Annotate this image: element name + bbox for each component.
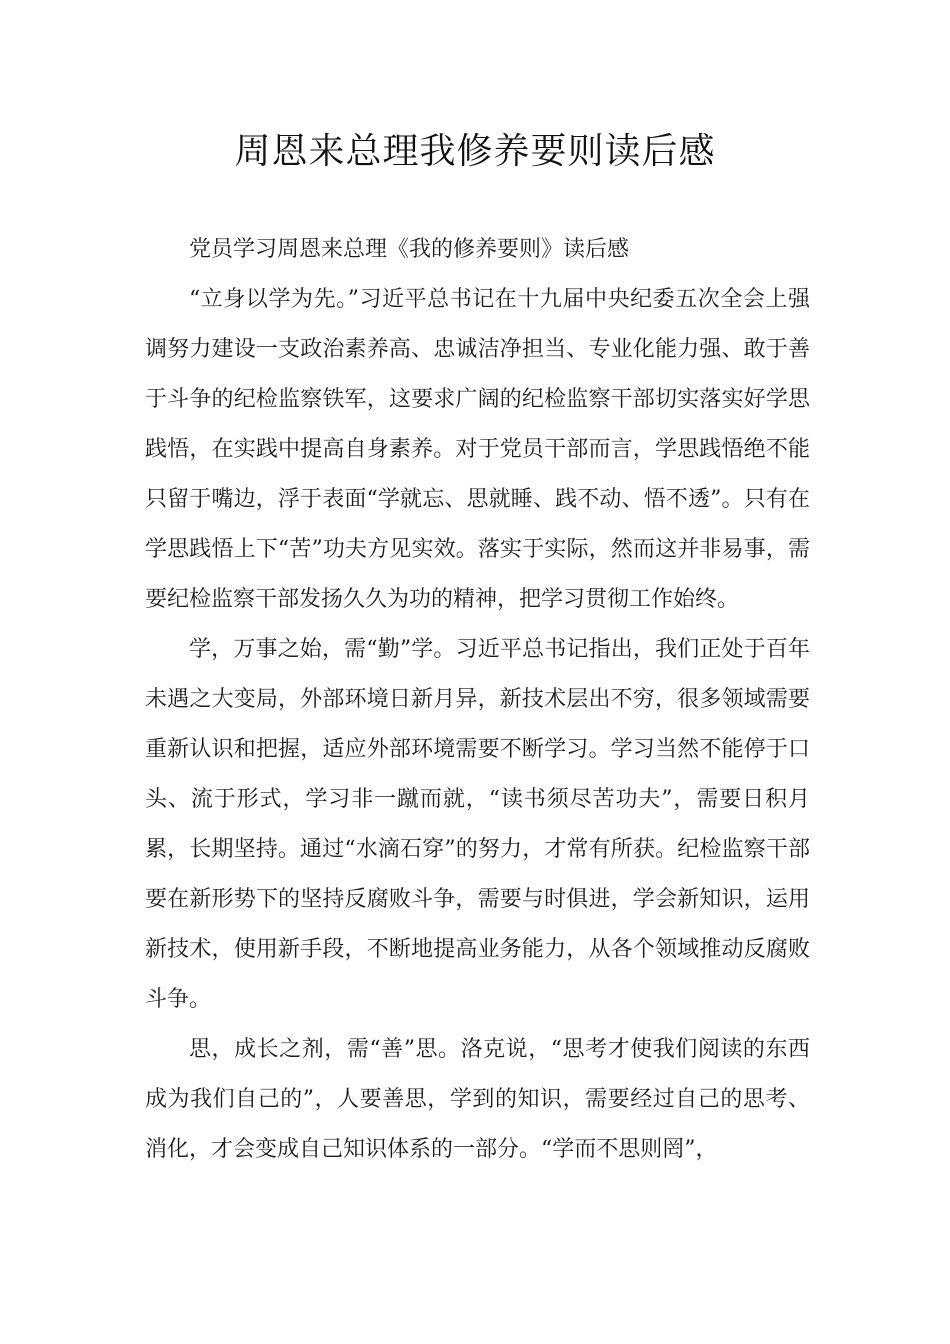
paragraph: 学，万事之始，需“勤”学。习近平总书记指出，我们正处于百年未遇之大变局，外部环境日新月异，新技术层出不穷，很多领域需要重新认识和把握，适应外部环境需要不断学习。学习当然不能停于口头、流于形式，学习非一蹴而就，“读书须尽苦功夫”，需要日积月累，长期坚持。通过“水滴石穿”的努力，才常有所获。纪检监察干部要在新形势下的坚持反腐败斗争，需要与时俱进，学会新知识，运用新技术，使用新手段，不断地提高业务能力，从各个领域推动反腐败斗争。 xyxy=(145,637,810,1012)
paragraph: “立身以学为先。”习近平总书记在十九届中央纪委五次全会上强调努力建设一支政治素养高、忠诚洁净担当、专业化能力强、敢于善于斗争的纪检监察铁军，这要求广阔的纪检监察干部切实落实好学思践悟，在实践中提高自身素养。对于党员干部而言，学思践悟绝不能只留于嘴边，浮于表面“学就忘、思就睡、践不动、悟不透”。只有在学思践悟上下“苦”功夫方见实效。落实于实际，然而这并非易事，需要纪检监察干部发扬久久为功的精神，把学习贯彻工作始终。 xyxy=(145,287,810,612)
document-body xyxy=(145,225,810,1175)
paragraph: 思，成长之剂，需“善”思。洛克说，“思考才使我们阅读的东西成为我们自己的”，人要善思，学到的知识，需要经过自己的思考、消化，才会变成自己知识体系的一部分。“学而不思则罔”， xyxy=(145,1037,810,1162)
document-title: 周恩来总理我修养要则读后感 xyxy=(234,131,716,172)
paragraph-subtitle: 党员学习周恩来总理《我的修养要则》读后感 xyxy=(189,237,630,262)
